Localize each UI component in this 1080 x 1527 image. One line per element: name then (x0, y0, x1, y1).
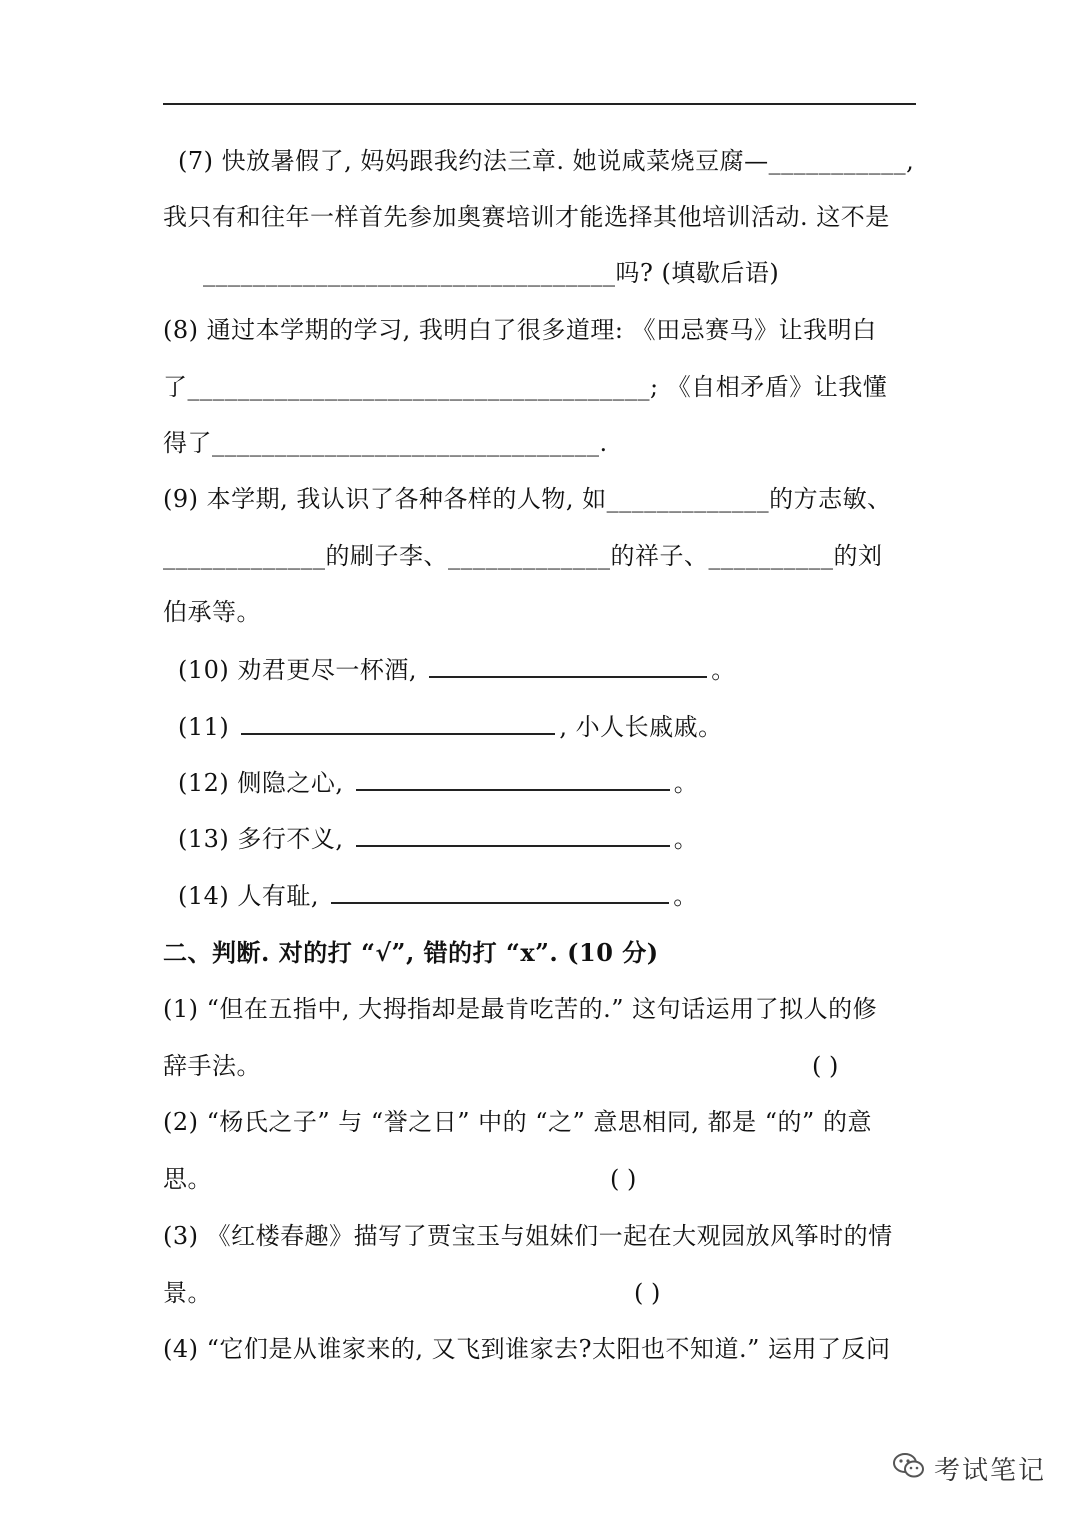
q7-blank2[interactable]: _________________________________ (203, 259, 616, 287)
q14-label: (14) (178, 882, 230, 910)
j1-line2: 辞手法。 (163, 1052, 261, 1080)
q9-line2-end: 的刘 (833, 542, 883, 570)
j3-line2: 景。 (163, 1279, 212, 1307)
q7-line3-end: 吗? (填歇后语) (615, 259, 780, 287)
q9-line1 (163, 482, 892, 516)
q10-label: (10) (178, 656, 230, 684)
q13-text: 多行不义, (237, 825, 344, 853)
j1-line1: (1) “但在五指中, 大拇指却是最肯吃苦的.” 这句话运用了拟人的修 (163, 995, 878, 1023)
q8-line2-end: ; 《自相矛盾》让我懂 (650, 373, 888, 401)
q14-text: 人有耻, (237, 882, 320, 910)
wechat-icon (892, 1451, 926, 1485)
q9-line1-start: (9) 本学期, 我认识了各种各样的人物, 如 (163, 485, 607, 513)
q10-end: 。 (711, 656, 736, 684)
q12-line (178, 766, 698, 800)
q9-blank4[interactable]: __________ (708, 542, 834, 570)
q7-line1 (178, 144, 914, 178)
q11-blank[interactable] (241, 711, 555, 735)
q8-line3-end: . (599, 429, 608, 457)
q13-label: (13) (178, 825, 230, 853)
q11-label: (11) (178, 713, 230, 741)
j2-line1: (2) “杨氏之子” 与 “誉之日” 中的 “之” 意思相同, 都是 “的” 的意 (163, 1108, 872, 1136)
q14-blank[interactable] (331, 880, 669, 904)
j2-line2: 思。 (163, 1165, 212, 1193)
q10-blank[interactable] (429, 654, 707, 678)
section2-title: 二、判断. 对的打 “√”, 错的打 “x”. (10 分) (163, 938, 659, 967)
j1-answer-box[interactable]: ( ) (812, 1052, 839, 1080)
q8-line3 (163, 426, 608, 460)
q9-blank1[interactable]: _____________ (606, 485, 770, 513)
q9-line2 (163, 539, 883, 573)
q8-line2 (163, 370, 887, 404)
q12-blank[interactable] (356, 767, 670, 791)
q11-end: , 小人长戚戚。 (559, 713, 723, 741)
q9-blank2[interactable]: _____________ (163, 542, 326, 570)
q9-line2-mid1: 的刷子李、 (325, 542, 448, 570)
j3-line1: (3) 《红楼春趣》描写了贾宝玉与姐妹们一起在大观园放风筝时的情 (163, 1222, 893, 1250)
q9-blank3[interactable]: _____________ (448, 542, 611, 570)
q12-text: 侧隐之心, (237, 769, 344, 797)
q13-end: 。 (673, 825, 699, 853)
q7-line2: 我只有和往年一样首先参加奥赛培训才能选择其他培训活动. 这不是 (163, 203, 890, 231)
q8-blank1[interactable]: _____________________________________ (187, 373, 650, 401)
q9-line3: 伯承等。 (163, 598, 261, 626)
q13-line (178, 822, 698, 856)
q13-blank[interactable] (356, 823, 670, 847)
q14-line (178, 879, 698, 913)
q8-line2-start: 了 (163, 373, 188, 401)
q9-line1-end: 的方志敏、 (769, 485, 892, 513)
q10-line (178, 653, 736, 687)
watermark-text: 考试笔记 (934, 1455, 1047, 1486)
q12-label: (12) (178, 769, 230, 797)
q7-comma: , (906, 147, 915, 175)
q8-line3-start: 得了 (163, 429, 212, 457)
j4-line1: (4) “它们是从谁家来的, 又飞到谁家去?太阳也不知道.” 运用了反问 (163, 1335, 891, 1363)
q10-text: 劝君更尽一杯酒, (237, 656, 418, 684)
q7-line3 (203, 256, 779, 290)
q7-blank1[interactable]: ___________ (768, 147, 907, 175)
q8-blank2[interactable]: _______________________________ (212, 429, 600, 457)
q12-end: 。 (673, 769, 699, 797)
q14-end: 。 (673, 882, 698, 910)
header-rule (163, 103, 916, 105)
watermark (892, 1448, 1046, 1488)
j3-answer-box[interactable]: ( ) (634, 1279, 661, 1307)
q11-line (178, 710, 723, 744)
q7-text: (7) 快放暑假了, 妈妈跟我约法三章. 她说咸菜烧豆腐— (178, 147, 769, 175)
q8-line1: (8) 通过本学期的学习, 我明白了很多道理: 《田忌赛马》让我明白 (163, 316, 877, 344)
j2-answer-box[interactable]: ( ) (610, 1165, 637, 1193)
q9-line2-mid2: 的祥子、 (610, 542, 709, 570)
